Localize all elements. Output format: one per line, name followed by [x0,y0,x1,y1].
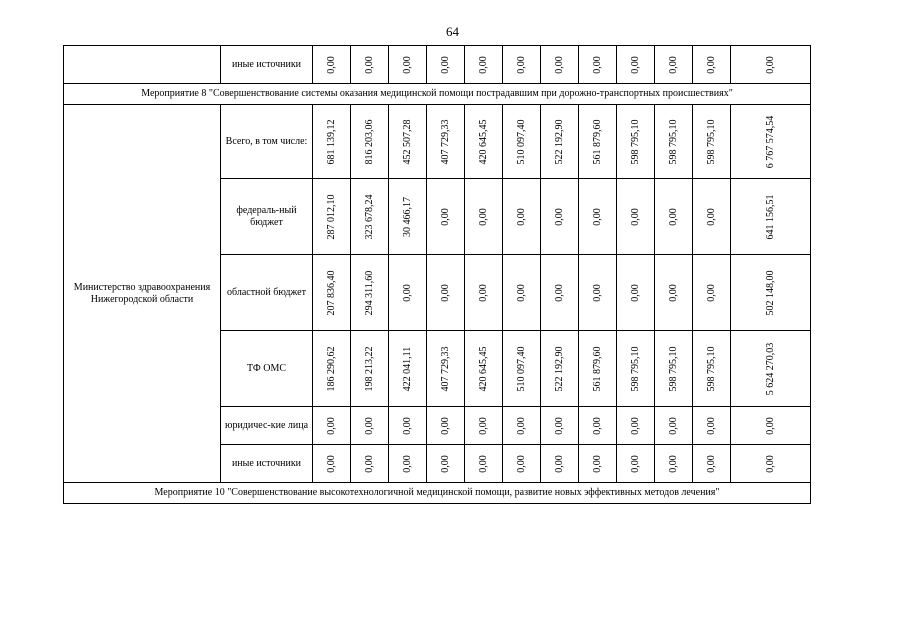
page-number: 64 [446,24,459,39]
value-text: 0,00 [629,416,641,435]
value-text: 0,00 [325,55,337,74]
value-text: 0,00 [401,283,413,302]
value-text: 0,00 [553,55,565,74]
value-cell [693,407,731,445]
value-cell [579,105,617,179]
value-text: 0,00 [667,416,679,435]
value-cell [541,46,579,84]
value-text: 0,00 [667,207,679,226]
value-text: 0,00 [705,283,717,302]
value-cell [427,46,465,84]
value-text: 510 097,40 [515,346,527,391]
value-text: 407 729,33 [439,346,451,391]
value-text: 0,00 [629,283,641,302]
value-cell [617,46,655,84]
value-text: 0,00 [553,283,565,302]
value-text: 0,00 [515,283,527,302]
value-text: 598 795,10 [629,119,641,164]
value-cell [503,445,541,483]
value-text: 0,00 [705,416,717,435]
value-text: 502 148,00 [764,270,776,315]
value-cell [427,179,465,255]
funding-source: областной бюджет [221,255,313,331]
value-text: 0,00 [667,283,679,302]
value-cell [313,255,351,331]
value-cell [389,255,427,331]
value-cell [351,255,389,331]
value-text: 0,00 [705,55,717,74]
value-cell [313,331,351,407]
value-cell [427,255,465,331]
value-text: 452 507,28 [401,119,413,164]
value-cell [351,105,389,179]
value-text: 30 466,17 [401,196,413,237]
value-cell [579,255,617,331]
value-text: 0,00 [764,55,776,74]
value-cell [351,331,389,407]
value-cell [541,179,579,255]
value-cell [351,445,389,483]
value-cell [579,46,617,84]
value-text: 0,00 [515,416,527,435]
value-cell [427,105,465,179]
value-text: 0,00 [764,416,776,435]
value-text: 0,00 [705,454,717,473]
value-text: 422 041,11 [401,346,413,391]
value-text: 420 645,45 [477,346,489,391]
value-text: 0,00 [439,416,451,435]
value-cell [617,179,655,255]
value-text: 0,00 [515,55,527,74]
value-text: 207 836,40 [325,270,337,315]
value-cell [655,407,693,445]
value-cell [351,179,389,255]
value-cell [503,105,541,179]
value-cell [655,105,693,179]
table-row [64,105,811,179]
value-text: 0,00 [325,454,337,473]
value-cell [617,331,655,407]
value-text: 816 203,06 [363,119,375,164]
value-text: 0,00 [477,454,489,473]
value-cell [313,179,351,255]
value-text: 598 795,10 [705,346,717,391]
value-cell [731,331,811,407]
value-text: 0,00 [439,55,451,74]
value-text: 0,00 [705,207,717,226]
value-text: 407 729,33 [439,119,451,164]
value-cell [465,331,503,407]
value-cell [465,255,503,331]
funding-source: федераль-ный бюджет [221,179,313,255]
value-cell [731,179,811,255]
value-text: 6 767 574,54 [764,115,776,168]
value-cell [693,105,731,179]
value-text: 198 213,22 [363,346,375,391]
value-cell [427,445,465,483]
value-cell [313,445,351,483]
funding-source: иные источники [221,46,313,84]
value-cell [731,46,811,84]
funding-source: юридичес-кие лица [221,407,313,445]
value-cell [503,255,541,331]
value-text: 561 879,60 [591,346,603,391]
value-text: 0,00 [591,55,603,74]
value-cell [693,255,731,331]
value-cell [655,255,693,331]
value-cell [579,445,617,483]
value-cell [731,407,811,445]
value-text: 0,00 [764,454,776,473]
value-text: 0,00 [325,416,337,435]
value-cell [465,407,503,445]
value-cell [465,445,503,483]
funding-source: иные источники [221,445,313,483]
value-cell [427,331,465,407]
value-text: 0,00 [515,454,527,473]
value-text: 0,00 [591,283,603,302]
value-cell [693,179,731,255]
value-text: 287 012,10 [325,194,337,239]
value-cell [389,46,427,84]
value-text: 5 624 270,03 [764,342,776,395]
value-cell [617,445,655,483]
value-text: 0,00 [591,454,603,473]
value-cell [465,46,503,84]
value-cell [693,46,731,84]
value-cell [731,105,811,179]
value-cell [655,179,693,255]
value-text: 522 192,90 [553,346,565,391]
value-cell [313,407,351,445]
value-cell [617,255,655,331]
value-text: 0,00 [363,416,375,435]
value-text: 0,00 [667,454,679,473]
value-text: 0,00 [477,55,489,74]
value-text: 0,00 [363,454,375,473]
value-cell [579,331,617,407]
value-text: 0,00 [477,283,489,302]
value-text: 598 795,10 [705,119,717,164]
value-text: 0,00 [667,55,679,74]
value-text: 598 795,10 [667,346,679,391]
value-cell [389,445,427,483]
value-text: 522 192,90 [553,119,565,164]
value-cell [465,105,503,179]
value-cell [617,105,655,179]
funding-source: Всего, в том числе: [221,105,313,179]
value-text: 0,00 [401,416,413,435]
value-cell [503,331,541,407]
value-cell [541,445,579,483]
value-cell [579,407,617,445]
value-cell [465,179,503,255]
value-cell [313,46,351,84]
value-cell [693,331,731,407]
value-text: 0,00 [401,454,413,473]
value-text: 420 645,45 [477,119,489,164]
value-cell [389,105,427,179]
value-cell [503,179,541,255]
value-cell [541,407,579,445]
value-cell [389,407,427,445]
funding-source: ТФ ОМС [221,331,313,407]
value-text: 0,00 [629,207,641,226]
value-cell [541,331,579,407]
value-text: 0,00 [591,416,603,435]
value-text: 0,00 [477,416,489,435]
value-cell [541,255,579,331]
value-text: 0,00 [439,454,451,473]
value-cell [389,179,427,255]
value-text: 294 311,60 [363,270,375,315]
activity-10-banner-row [64,483,811,504]
organization-cell: Министерство здравоохранения Нижегородской области [64,105,221,483]
value-text: 0,00 [591,207,603,226]
value-cell [655,46,693,84]
value-text: 510 097,40 [515,119,527,164]
value-text: 0,00 [629,454,641,473]
value-cell [693,445,731,483]
value-cell [655,331,693,407]
value-text: 0,00 [629,55,641,74]
table-row [64,46,811,84]
value-text: 0,00 [477,207,489,226]
activity-8-banner-row [64,84,811,105]
value-cell [503,46,541,84]
value-text: 0,00 [515,207,527,226]
value-cell [503,407,541,445]
value-cell [731,255,811,331]
value-text: 0,00 [439,207,451,226]
value-text: 0,00 [439,283,451,302]
value-cell [579,179,617,255]
value-cell [655,445,693,483]
value-cell [351,407,389,445]
budget-table [63,45,811,504]
value-text: 681 139,12 [325,119,337,164]
activity-10-banner: Мероприятие 10 "Совершенствование высокотехнологичной медицинской помощи, развитие новых эффективных методов лечения" [64,483,811,504]
value-text: 323 678,24 [363,194,375,239]
value-text: 0,00 [363,55,375,74]
value-cell [617,407,655,445]
value-cell [351,46,389,84]
value-text: 0,00 [553,416,565,435]
value-cell [389,331,427,407]
value-text: 0,00 [553,454,565,473]
value-cell [313,105,351,179]
value-text: 561 879,60 [591,119,603,164]
value-text: 0,00 [553,207,565,226]
value-cell [427,407,465,445]
activity-8-banner: Мероприятие 8 "Совершенствование системы оказания медицинской помощи пострадавшим при дорожно-транспортных происшествиях" [64,84,811,105]
value-cell [541,105,579,179]
value-text: 0,00 [401,55,413,74]
organization-cell [64,46,221,84]
value-text: 186 290,62 [325,346,337,391]
value-cell [731,445,811,483]
value-text: 598 795,10 [667,119,679,164]
value-text: 641 156,51 [764,194,776,239]
value-text: 598 795,10 [629,346,641,391]
